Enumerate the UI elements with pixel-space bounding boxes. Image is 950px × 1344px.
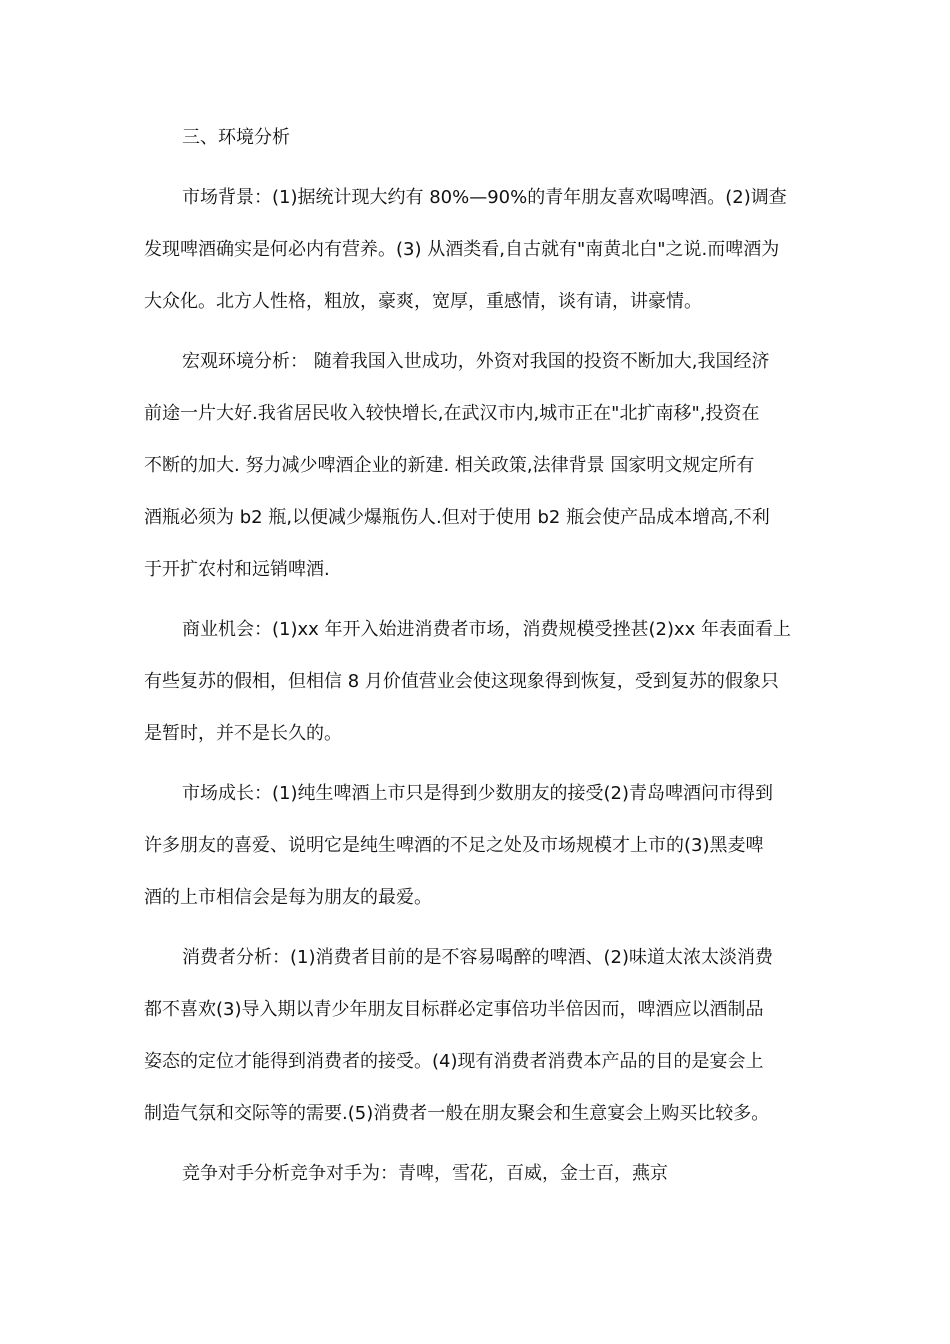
paragraph-line: 竞争对手分析竞争对手为：青啤，雪花，百威，金士百，燕京 xyxy=(182,1163,668,1184)
paragraph-line: 都不喜欢(3)导入期以青少年朋友目标群必定事倍功半倍因而，啤酒应以酒制品 xyxy=(144,999,764,1020)
paragraph-market-background xyxy=(144,172,808,328)
paragraph-line: 宏观环境分析： 随着我国入世成功，外资对我国的投资不断加大,我国经济 xyxy=(182,351,770,372)
paragraph-macro-environment xyxy=(144,336,808,596)
paragraph-market-growth xyxy=(144,768,808,924)
paragraph-line: 市场背景：(1)据统计现大约有 80%—90%的青年朋友喜欢喝啤酒。(2)调查 xyxy=(182,187,787,208)
paragraph-line: 商业机会：(1)xx 年开入始进消费者市场，消费规模受挫甚(2)xx 年表面看上 xyxy=(182,619,792,640)
paragraph-line: 大众化。北方人性格，粗放，豪爽，宽厚，重感情，谈有请，讲豪情。 xyxy=(144,291,702,312)
paragraph-line: 不断的加大. 努力减少啤酒企业的新建. 相关政策,法律背景 国家明文规定所有 xyxy=(144,455,755,476)
document-body xyxy=(144,112,808,1208)
paragraph-line: 于开扩农村和远销啤酒. xyxy=(144,559,330,580)
paragraph-line: 姿态的定位才能得到消费者的接受。(4)现有消费者消费本产品的目的是宴会上 xyxy=(144,1051,764,1072)
paragraph-line: 消费者分析：(1)消费者目前的是不容易喝醉的啤酒、(2)味道太浓太淡消费 xyxy=(182,947,773,968)
paragraph-line: 是暂时，并不是长久的。 xyxy=(144,723,342,744)
paragraph-line: 市场成长：(1)纯生啤酒上市只是得到少数朋友的接受(2)青岛啤酒问市得到 xyxy=(182,783,773,804)
paragraph-line: 酒的上市相信会是每为朋友的最爱。 xyxy=(144,887,432,908)
paragraph-line: 酒瓶必须为 b2 瓶,以便减少爆瓶伤人.但对于使用 b2 瓶会使产品成本增高,不利 xyxy=(144,507,770,528)
paragraph-line: 发现啤酒确实是何必内有营养。(3) 从酒类看,自古就有"南黄北白"之说.而啤酒为 xyxy=(144,239,780,260)
paragraph-line: 制造气氛和交际等的需要.(5)消费者一般在朋友聚会和生意宴会上购买比较多。 xyxy=(144,1103,770,1124)
paragraph-business-opportunity xyxy=(144,604,808,760)
paragraph-line: 前途一片大好.我省居民收入较快增长,在武汉市内,城市正在"北扩南移",投资在 xyxy=(144,403,760,424)
paragraph-competitor-analysis xyxy=(144,1148,808,1200)
section-heading: 三、环境分析 xyxy=(182,127,290,148)
paragraph-line: 有些复苏的假相，但相信 8 月价值营业会使这现象得到恢复，受到复苏的假象只 xyxy=(144,671,779,692)
paragraph-consumer-analysis xyxy=(144,932,808,1140)
paragraph-line: 许多朋友的喜爱、说明它是纯生啤酒的不足之处及市场规模才上市的(3)黑麦啤 xyxy=(144,835,764,856)
